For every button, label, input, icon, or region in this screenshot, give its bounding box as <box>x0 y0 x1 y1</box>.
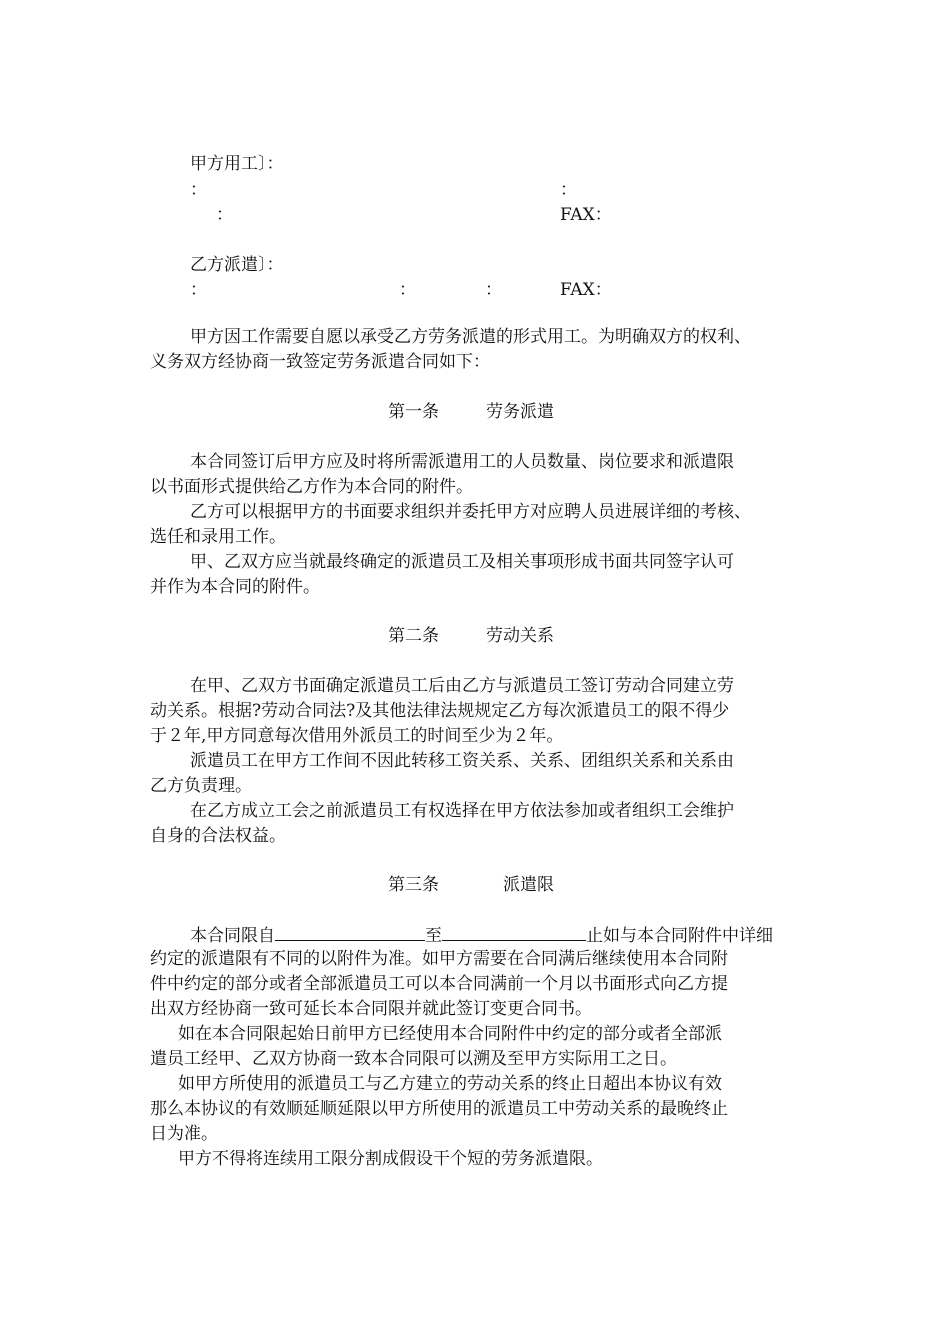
article-3-line: 日为准。 <box>150 1124 218 1144</box>
article-2-line: 自身的合法权益。 <box>150 826 286 846</box>
party-b-field-3-label: ： <box>485 280 502 300</box>
article-2-line: 乙方负责理。 <box>150 776 252 796</box>
party-a-fax-label: FAX： <box>560 205 612 225</box>
article-3-line: 那么本协议的有效顺延顺延限以甲方所使用的派遣员工中劳动关系的最晚终止 <box>150 1099 728 1119</box>
article-1-line: 并作为本合同的附件。 <box>150 577 320 597</box>
party-a-field-3-label: ： <box>216 205 233 225</box>
article-3-line: 约定的派遣限有不同的以附件为准。如甲方需要在合同满后继续使用本合同附 <box>150 949 728 969</box>
article-1-line: 选任和录用工作。 <box>150 527 286 547</box>
article-1-line: 本合同签订后甲方应及时将所需派遣用工的人员数量、岗位要求和派遣限 <box>190 452 734 472</box>
article-2-line: 在乙方成立工会之前派遣员工有权选择在甲方依法参加或者组织工会维护 <box>190 801 734 821</box>
party-b-fax-label: FAX： <box>560 280 612 300</box>
article-2-line: 于２年,甲方同意每次借用外派员工的时间至少为２年。 <box>150 726 564 746</box>
article-3-first-line <box>190 922 773 948</box>
start-date-blank[interactable] <box>275 922 425 941</box>
article-3-number: 第三条 <box>388 875 439 895</box>
article-1-number: 第一条 <box>388 402 439 422</box>
article-3-line: 甲方不得将连续用工限分割成假设干个短的劳务派遣限。 <box>178 1149 603 1169</box>
article-1-line: 甲、乙双方应当就最终确定的派遣员工及相关事项形成书面共同签字认可 <box>190 552 734 572</box>
article-3-line: 件中约定的部分或者全部派遣员工可以本合同满前一个月以书面形式向乙方提 <box>150 974 728 994</box>
end-date-blank[interactable] <box>442 922 586 941</box>
article-1-title: 劳务派遣 <box>486 402 554 422</box>
party-a-field-1-label: ： <box>190 180 207 200</box>
party-a-heading: 甲方用工〕： <box>190 154 284 174</box>
article-3-line: 出双方经协商一致可延长本合同限并就此签订变更合同书。 <box>150 999 592 1019</box>
article-3-line: 如甲方所使用的派遣员工与乙方建立的劳动关系的终止日超出本协议有效 <box>178 1074 722 1094</box>
article-2-line: 动关系。根据?劳动合同法?及其他法律法规规定乙方每次派遣员工的限不得少 <box>150 701 730 721</box>
term-suffix: 止如与本合同附件中详细 <box>586 926 773 946</box>
term-prefix: 本合同限自 <box>190 926 275 946</box>
article-2-number: 第二条 <box>388 626 439 646</box>
party-b-field-1-label: ： <box>190 280 207 300</box>
party-b-field-2-label: ： <box>399 280 416 300</box>
article-1-line: 乙方可以根据甲方的书面要求组织并委托甲方对应聘人员进展详细的考核、 <box>190 502 751 522</box>
article-1-line: 以书面形式提供给乙方作为本合同的附件。 <box>150 477 473 497</box>
article-3-line: 遣员工经甲、乙双方协商一致本合同限可以溯及至甲方实际用工之日。 <box>150 1049 677 1069</box>
article-2-line: 在甲、乙双方书面确定派遣员工后由乙方与派遣员工签订劳动合同建立劳 <box>190 676 734 696</box>
party-b-heading: 乙方派遣〕： <box>190 255 284 275</box>
article-2-line: 派遣员工在甲方工作间不因此转移工资关系、关系、团组织关系和关系由 <box>190 751 734 771</box>
intro-line: 义务双方经协商一致签定劳务派遣合同如下： <box>150 352 490 372</box>
intro-line: 甲方因工作需要自愿以承受乙方劳务派遣的形式用工。为明确双方的权利、 <box>190 327 751 347</box>
party-a-field-2-label: ： <box>560 180 577 200</box>
article-3-line: 如在本合同限起始日前甲方已经使用本合同附件中约定的部分或者全部派 <box>178 1024 722 1044</box>
article-2-title: 劳动关系 <box>486 626 554 646</box>
term-mid: 至 <box>425 926 442 946</box>
article-3-title: 派遣限 <box>503 875 554 895</box>
